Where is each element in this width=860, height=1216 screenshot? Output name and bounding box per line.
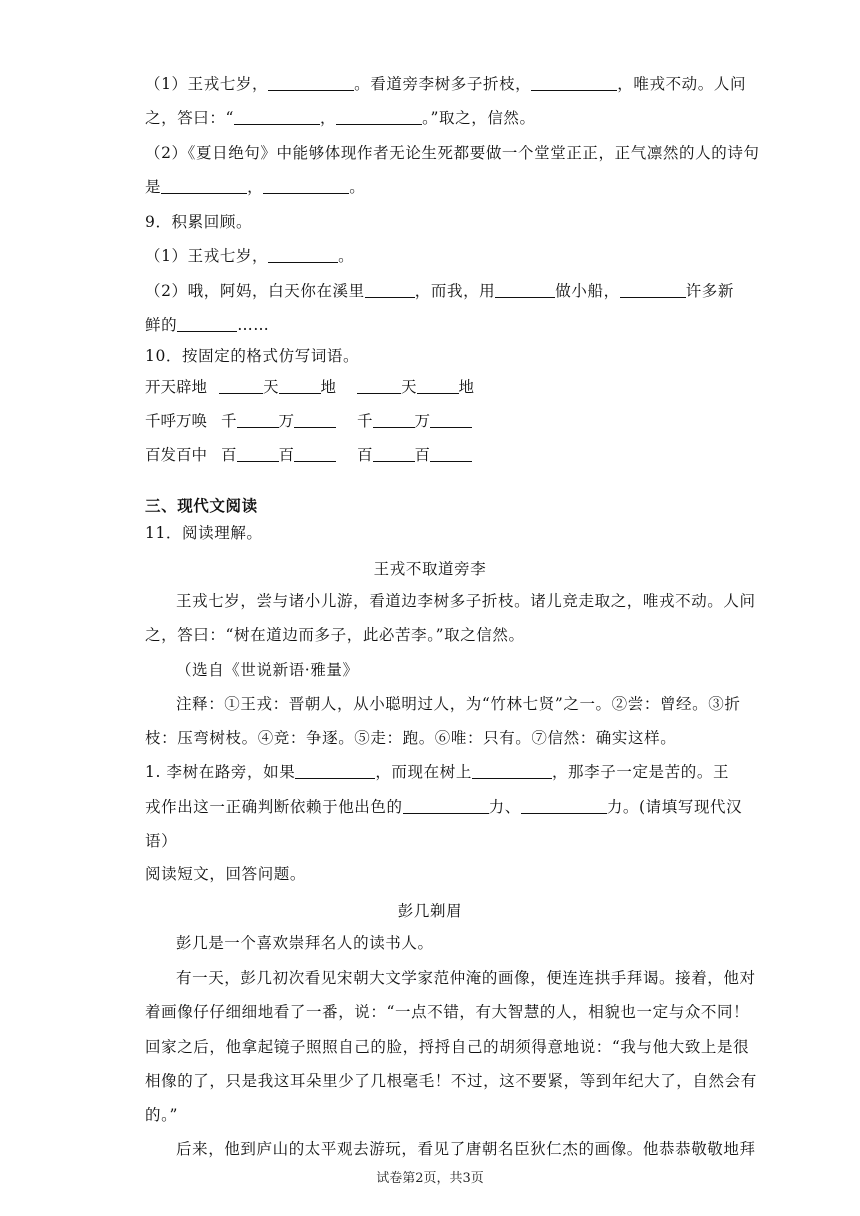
text: 做小船， [555, 282, 620, 300]
passage-line: 之，答曰：“树在道边而多子，此必苦李。”取之信然。 [145, 626, 525, 644]
pattern-1 [219, 376, 336, 398]
text: ，而现在树上 [375, 763, 472, 781]
q11-title: 11．阅读理解。 [145, 524, 263, 542]
passage-source: （选自《世说新语·雅量》 [176, 661, 359, 679]
passage-title: 王戎不取道旁李 [373, 560, 487, 578]
text: 万 [414, 412, 431, 430]
pattern-2 [357, 376, 474, 398]
passage-notes: 枝：压弯树枝。④竞：争逐。⑤走：跑。⑥唯：只有。⑦信然：确实这样。 [145, 729, 677, 747]
text: ，那李子一定是苦的。王 [551, 763, 730, 781]
passage-title: 彭几剃眉 [397, 902, 463, 920]
answer-blank[interactable] [295, 763, 375, 779]
passage-line: 着画像仔仔细细地看了一番，说：“一点不错，有大智慧的人，相貌也一定与众不同！ [145, 1003, 750, 1021]
text: 地 [458, 378, 475, 396]
passage-line: 后来，他到庐山的太平观去游玩，看见了唐朝名臣狄仁杰的画像。他恭恭敬敬地拜 [176, 1140, 756, 1158]
answer-blank[interactable] [620, 282, 686, 298]
text: （2）哦，阿妈，白天你在溪里 [145, 282, 365, 300]
answer-blank[interactable] [495, 282, 555, 298]
answer-blank[interactable] [177, 316, 237, 332]
text: 百 [357, 446, 373, 464]
answer-blank[interactable] [268, 75, 354, 91]
answer-blank[interactable] [219, 378, 263, 394]
passage-line: 彭几是一个喜欢崇拜名人的读书人。 [176, 934, 434, 952]
answer-blank[interactable] [373, 446, 415, 462]
answer-blank[interactable] [161, 178, 247, 194]
text: 天 [263, 378, 279, 396]
passage-line: 的。” [145, 1106, 178, 1124]
q9-title: 9．积累回顾。 [145, 213, 253, 231]
text: ，而我，用 [414, 282, 496, 300]
text: 1. 李树在路旁，如果 [145, 763, 296, 781]
answer-blank[interactable] [268, 247, 338, 263]
question-line: 语） [145, 832, 178, 850]
text: 地 [320, 378, 337, 396]
q9-part1 [145, 245, 354, 267]
q8-1-line1 [145, 73, 746, 95]
text: 之，答曰：“ [145, 109, 235, 127]
answer-blank[interactable] [472, 763, 552, 779]
text: 戎作出这一正确判断依赖于他出色的 [145, 798, 403, 816]
text: 许多新 [685, 282, 734, 300]
answer-blank[interactable] [417, 378, 459, 394]
text: 百 [221, 446, 237, 464]
passage-line: 回家之后，他拿起镜子照照自己的脸，捋捋自己的胡须得意地说：“我与他大致上是很 [145, 1038, 750, 1056]
answer-blank[interactable] [294, 446, 336, 462]
text: 力。(请填写现代汉 [606, 798, 743, 816]
text: 力、 [488, 798, 521, 816]
text: 万 [278, 412, 295, 430]
answer-blank[interactable] [279, 378, 321, 394]
answer-blank[interactable] [294, 412, 336, 428]
section-heading: 三、现代文阅读 [145, 496, 258, 515]
text: （1）王戎七岁， [145, 247, 269, 265]
passage-line: 相像的了，只是我这耳朵里少了几根毫毛！不过，这不要紧，等到年纪大了，自然会有 [145, 1072, 757, 1090]
text: 鲜的 [145, 316, 178, 334]
text: 是 [145, 178, 162, 196]
passage-notes: 注释：①王戎：晋朝人，从小聪明过人，为“竹林七贤”之一。②尝：曾经。③折 [176, 695, 741, 713]
text: ， [247, 178, 264, 196]
example-word: 开天辟地 [145, 378, 208, 396]
passage-line: 王戎七岁，尝与诸小儿游，看道边李树多子折枝。诸儿竞走取之，唯戎不动。人问 [176, 592, 756, 610]
answer-blank[interactable] [403, 798, 489, 814]
q9-part2-line2 [145, 314, 269, 336]
text: 。 [349, 178, 366, 196]
text: 百 [414, 446, 431, 464]
pattern-1 [221, 410, 336, 432]
text: ， [320, 109, 337, 127]
example-word: 千呼万唤 [145, 412, 208, 430]
answer-blank[interactable] [237, 412, 279, 428]
q9-part2-line1 [145, 280, 734, 302]
text: （1）王戎七岁， [145, 75, 269, 93]
page-footer: 试卷第2页，共3页 [376, 1171, 484, 1186]
text: …… [237, 316, 270, 334]
text: 千 [357, 412, 373, 430]
q8-2-line2 [145, 176, 365, 198]
answer-blank[interactable] [430, 412, 472, 428]
text: 。 [338, 247, 355, 265]
text: 千 [221, 412, 237, 430]
answer-blank[interactable] [336, 109, 422, 125]
answer-blank[interactable] [430, 446, 472, 462]
answer-blank[interactable] [263, 178, 349, 194]
text: ，唯戎不动。人问 [617, 75, 747, 93]
answer-blank[interactable] [237, 446, 279, 462]
answer-blank[interactable] [234, 109, 320, 125]
answer-blank[interactable] [373, 412, 415, 428]
pattern-2 [357, 410, 472, 432]
instruction: 阅读短文，回答问题。 [145, 865, 307, 883]
q8-1-line2 [145, 107, 536, 129]
q8-2-line1: （2）《夏日绝句》中能够体现作者无论生死都要做一个堂堂正正，正气凛然的人的诗句 [145, 144, 760, 162]
text: 百 [278, 446, 295, 464]
question-line [145, 761, 729, 783]
answer-blank[interactable] [365, 282, 415, 298]
text: 天 [401, 378, 417, 396]
pattern-2 [357, 444, 472, 466]
text: 。”取之，信然。 [422, 109, 536, 127]
pattern-1 [221, 444, 336, 466]
question-line [145, 796, 742, 818]
answer-blank[interactable] [357, 378, 401, 394]
answer-blank[interactable] [531, 75, 617, 91]
q10-title: 10．按固定的格式仿写词语。 [145, 347, 360, 365]
answer-blank[interactable] [521, 798, 607, 814]
text: 。看道旁李树多子折枝， [354, 75, 532, 93]
example-word: 百发百中 [145, 446, 208, 464]
passage-line: 有一天，彭几初次看见宋朝大文学家范仲淹的画像，便连连拱手拜谒。接着，他对 [176, 969, 756, 987]
